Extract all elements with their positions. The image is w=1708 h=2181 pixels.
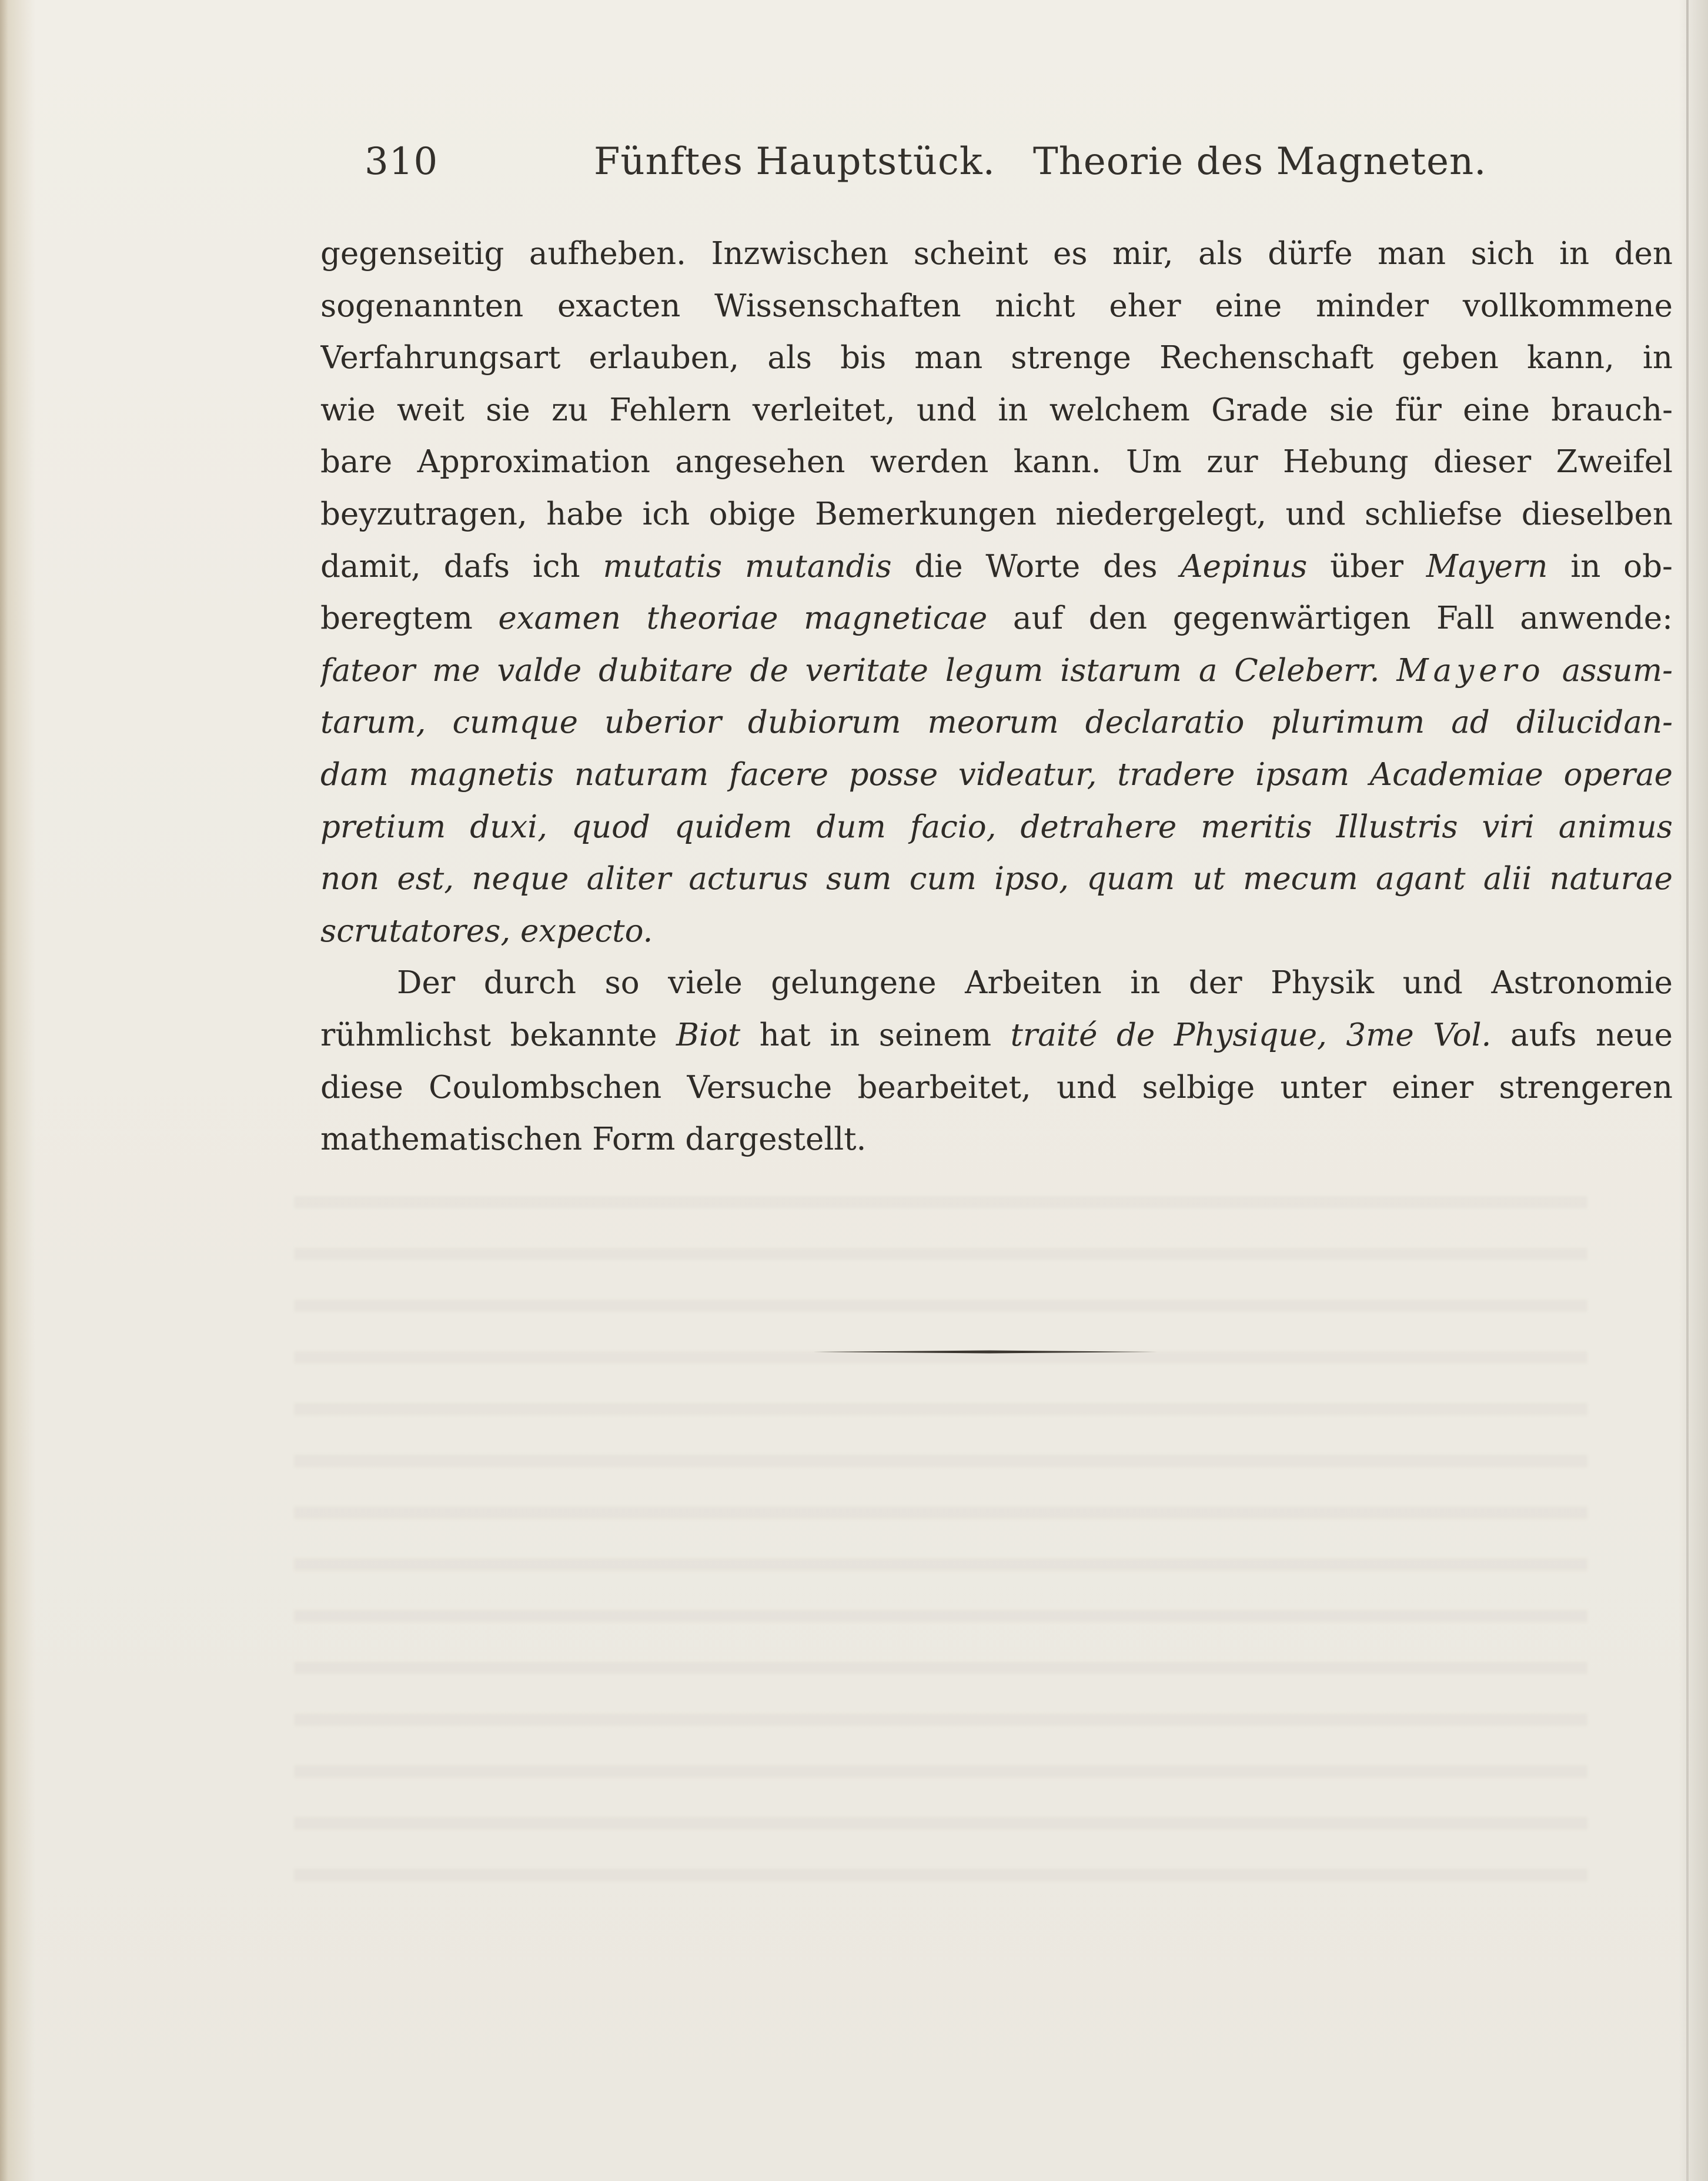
- italic-name: Biot: [676, 1017, 741, 1053]
- text-span: beregtem: [320, 600, 473, 637]
- text-line: diese Coulombschen Versuche bearbeitet, und selbige unter einer strengeren: [320, 1069, 1673, 1105]
- show-through-shadow: [294, 1164, 1587, 1905]
- latin-quote-line: [320, 645, 1673, 697]
- text-line: bare Approximation angesehen werden kann. Um zur Hebung dieser Zweifel: [320, 444, 1673, 480]
- text-span: aufs neue: [1510, 1017, 1673, 1053]
- italic-name: Mayern: [1426, 548, 1548, 585]
- text-line: Der durch so viele gelungene Arbeiten in der Physik und Astronomie: [397, 965, 1673, 1001]
- text-span: assum-: [1562, 652, 1673, 689]
- paragraph-2: [320, 957, 1673, 1165]
- text-span: damit, dafs ich: [320, 548, 580, 585]
- text-span: in ob-: [1570, 548, 1673, 585]
- text-line: beyzutragen, habe ich obige Bemerkungen niedergelegt, und schliefse dieselben: [320, 496, 1673, 532]
- spaced-name: Mayero: [1396, 652, 1545, 689]
- text-line: Verfahrungsart erlauben, als bis man strenge Rechenschaft geben kann, in: [320, 340, 1673, 376]
- text-line: mathematischen Form dargestellt.: [320, 1121, 867, 1158]
- italic-title: examen theoriae magneticae: [498, 600, 988, 637]
- text-line: sogenannten exacten Wissenschaften nicht eher eine minder vollkommene: [320, 288, 1673, 324]
- latin-quote-line: pretium duxi, quod quidem dum facio, detrahere meritis Illustris viri animus: [320, 809, 1673, 845]
- page-number: 310: [365, 140, 439, 183]
- text-line: [320, 1010, 1673, 1062]
- page-edge-shadow: [1686, 0, 1689, 2181]
- italic-title: traité de Physique, 3me Vol.: [1010, 1017, 1492, 1053]
- running-title: Fünftes Hauptstück. Theorie des Magneten.: [594, 140, 1487, 183]
- text-span: rühmlichst bekannte: [320, 1017, 657, 1053]
- latin-quote-line: scrutatores, expecto.: [320, 913, 653, 949]
- text-span: fateor me valde dubitare de veritate legum istarum a Celeberr.: [320, 652, 1380, 689]
- italic-name: Aepinus: [1180, 548, 1308, 585]
- running-header: [365, 140, 1487, 199]
- italic-phrase: mutatis mutandis: [603, 548, 892, 585]
- latin-quote-line: non est, neque aliter acturus sum cum ipso, quam ut mecum agant alii naturae: [320, 861, 1673, 897]
- latin-quote-line: dam magnetis naturam facere posse videatur, tradere ipsam Academiae operae: [320, 756, 1673, 793]
- text-span: hat in seinem: [759, 1017, 992, 1053]
- text-line: [320, 593, 1673, 645]
- latin-quote-line: tarum, cumque uberior dubiorum meorum declaratio plurimum ad dilucidan-: [320, 704, 1673, 741]
- text-span: die Worte des: [914, 548, 1158, 585]
- paragraph-1: [320, 228, 1673, 957]
- text-line: gegenseitig aufheben. Inzwischen scheint es mir, als dürfe man sich in den: [320, 236, 1673, 272]
- text-span: über: [1330, 548, 1403, 585]
- text-line: [320, 541, 1673, 593]
- text-span: auf den gegenwärtigen Fall anwende:: [1012, 600, 1673, 637]
- body-text: [320, 228, 1673, 1166]
- section-end-rule: [813, 1349, 1157, 1355]
- text-line: wie weit sie zu Fehlern verleitet, und in welchem Grade sie für eine brauch-: [320, 392, 1673, 428]
